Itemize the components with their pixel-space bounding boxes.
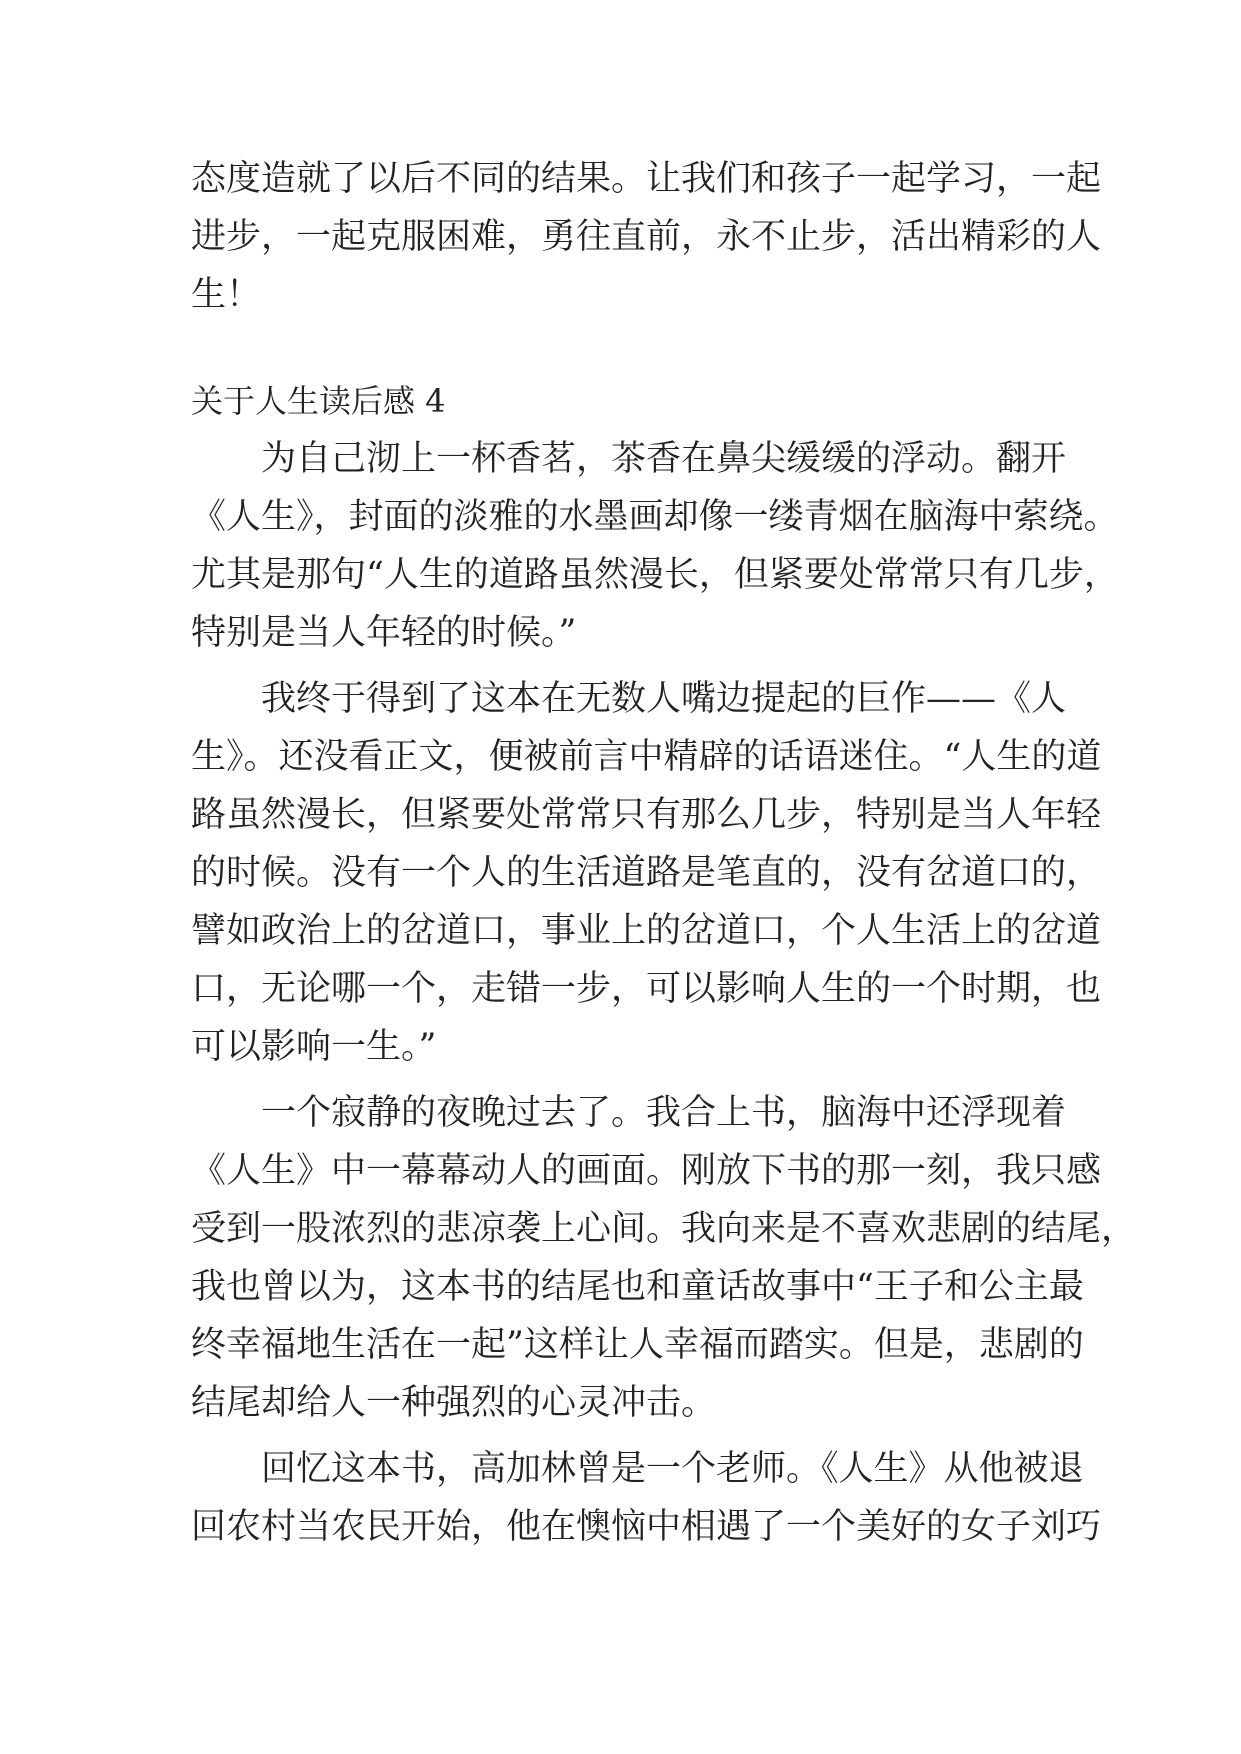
text-line: 态度造就了以后不同的结果。让我们和孩子一起学习，一起: [191, 159, 1102, 199]
document-body: [191, 150, 1137, 1556]
section-heading: 关于人生读后感 4: [191, 382, 446, 420]
text-line: 特别是当人年轻的时候。”: [191, 613, 577, 653]
intro-paragraph: [191, 150, 1102, 324]
paragraph-4: [191, 1440, 1102, 1556]
paragraph-2: [191, 670, 1102, 1076]
text-line: 我也曾以为，这本书的结尾也和童话故事中“王子和公主最: [191, 1267, 1084, 1307]
text-line: 可以影响一生。”: [191, 1027, 437, 1067]
text-line: 生》。还没看正文，便被前言中精辟的话语迷住。“人生的道: [191, 737, 1102, 777]
text-line: 的时候。没有一个人的生活道路是笔直的，没有岔道口的，: [191, 853, 1102, 893]
paragraph-3: [191, 1084, 1137, 1432]
text-line: 《人生》，封面的淡雅的水墨画却像一缕青烟在脑海中萦绕。: [191, 497, 1119, 537]
text-line: 进步，一起克服困难，勇往直前，永不止步，活出精彩的人: [191, 217, 1102, 257]
paragraph-gap: [191, 662, 1061, 670]
text-line: 尤其是那句“人生的道路虽然漫长，但紧要处常常只有几步，: [191, 555, 1119, 595]
text-line: 回农村当农民开始，他在懊恼中相遇了一个美好的女子刘巧: [191, 1507, 1102, 1547]
text-line: 为自己沏上一杯香茗，茶香在鼻尖缓缓的浮动。翻开: [191, 439, 1067, 479]
paragraph-gap: [191, 1076, 1061, 1084]
text-line: 回忆这本书，高加林曾是一个老师。《人生》从他被退: [191, 1449, 1084, 1489]
paragraph-gap: [191, 1432, 1061, 1440]
section-spacer: [191, 324, 1061, 372]
text-line: 终幸福地生活在一起”这样让人幸福而踏实。但是，悲剧的: [191, 1325, 1084, 1365]
text-line: 路虽然漫长，但紧要处常常只有那么几步，特别是当人年轻: [191, 795, 1102, 835]
text-line: 《人生》中一幕幕动人的画面。刚放下书的那一刻，我只感: [191, 1151, 1102, 1191]
text-line: 生！: [191, 275, 262, 315]
text-line: 结尾却给人一种强烈的心灵冲击。: [191, 1383, 717, 1423]
text-line: 我终于得到了这本在无数人嘴边提起的巨作——《人: [191, 679, 1067, 719]
text-line: 一个寂静的夜晚过去了。我合上书，脑海中还浮现着: [191, 1093, 1067, 1133]
text-line: 譬如政治上的岔道口，事业上的岔道口，个人生活上的岔道: [191, 911, 1102, 951]
paragraph-1: [191, 430, 1119, 662]
text-line: 口，无论哪一个，走错一步，可以影响人生的一个时期，也: [191, 969, 1102, 1009]
text-line: 受到一股浓烈的悲凉袭上心间。我向来是不喜欢悲剧的结尾，: [191, 1209, 1137, 1249]
